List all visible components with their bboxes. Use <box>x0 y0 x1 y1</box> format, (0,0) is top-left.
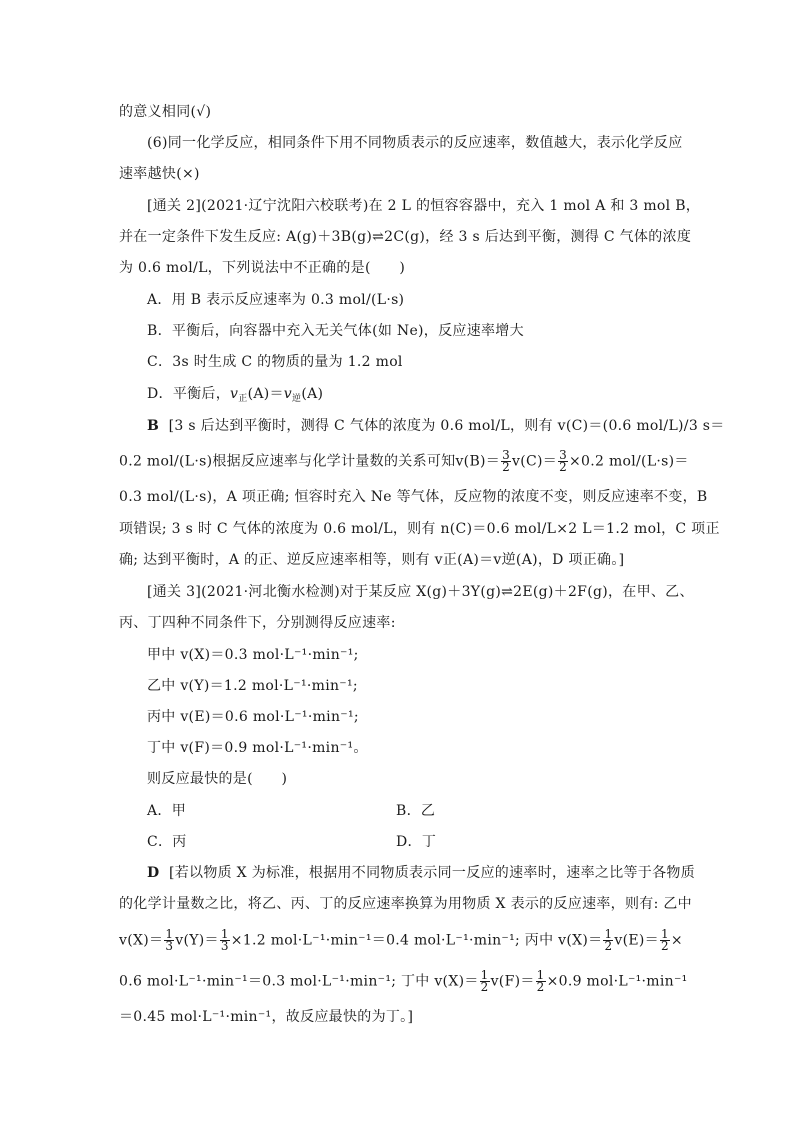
answer-text: v(C)＝ <box>512 453 558 470</box>
answer-2-line: 项错误; 3 s 时 C 气体的浓度为 0.6 mol/L，则有 n(C)＝0.6 mol/L×2 L＝1.2 mol，C 项正 <box>119 521 720 537</box>
answer-text: [3 s 后达到平衡时，测得 C 气体的浓度为 0.6 mol/L，则有 v(C)＝(0.6 mol/L)/3 s＝ <box>168 418 725 434</box>
fraction: $\frac{3}{2}$ <box>559 448 568 474</box>
option-text: D．平衡后， <box>147 386 231 402</box>
option-row <box>147 801 186 821</box>
answer-text: [若以物质 X 为标准，根据用不同物质表示同一反应的速率时，速率之比等于各物质 <box>168 865 695 881</box>
question-2-stem <box>147 196 700 216</box>
text-line: (6)同一化学反应，相同条件下用不同物质表示的反应速率，数值越大，表示化学反应 <box>147 135 683 151</box>
text-line: 丙、丁四种不同条件下，分别测得反应速率: <box>119 615 396 631</box>
answer-2-line <box>147 416 725 436</box>
rate-line: 丁中 v(F)＝0.9 mol·L⁻¹·min⁻¹。 <box>147 740 368 756</box>
question-tag: [通关 3] <box>147 584 202 600</box>
rate-line: 乙中 v(Y)＝1.2 mol·L⁻¹·min⁻¹; <box>147 678 358 694</box>
fraction: $\frac{1}{2}$ <box>480 968 489 994</box>
fraction: $\frac{1}{2}$ <box>536 968 545 994</box>
fraction: $\frac{1}{3}$ <box>165 927 174 953</box>
subscript: 逆 <box>292 394 302 404</box>
rate-line: 丙中 v(E)＝0.6 mol·L⁻¹·min⁻¹; <box>147 709 359 725</box>
answer-3-line: ＝0.45 mol·L⁻¹·min⁻¹，故反应最快的为丁。] <box>119 1009 414 1025</box>
option-c: C．丙 <box>147 834 187 850</box>
answer-letter: D <box>147 865 160 881</box>
option-a: A．甲 <box>147 803 187 819</box>
option-d: D．丁 <box>396 834 437 850</box>
answer-letter: B <box>147 418 160 434</box>
text-line: 并在一定条件下发生反应: A(g)＋3B(g)⇌2C(g)，经 3 s 后达到平衡，测得 C 气体的浓度 <box>119 229 692 245</box>
answer-text: ×0.2 mol/(L·s)＝ <box>569 453 689 470</box>
subscript: 正 <box>238 394 248 404</box>
question-text: (2021·河北衡水检测)对于某反应 X(g)＋3Y(g)⇌2E(g)＋2F(g)，在甲、乙、 <box>201 584 694 600</box>
text-line: 速率越快(×) <box>119 166 200 182</box>
option-text: (A)＝ <box>247 386 284 402</box>
question-tag: [通关 2] <box>147 198 202 214</box>
question-text: (2021·辽宁沈阳六校联考)在 2 L 的恒容容器中，充入 1 mol A 和 3 mol B， <box>201 198 701 214</box>
fraction: $\frac{1}{2}$ <box>660 927 669 953</box>
fraction: $\frac{1}{3}$ <box>220 927 229 953</box>
option-a: A．用 B 表示反应速率为 0.3 mol/(L·s) <box>147 292 405 308</box>
velocity-symbol: v <box>230 386 239 402</box>
option-b: B．平衡后，向容器中充入无关气体(如 Ne)，反应速率增大 <box>147 323 524 339</box>
fraction: $\frac{3}{2}$ <box>502 448 511 474</box>
answer-text: 0.2 mol/(L·s)根据反应速率与化学计量数的关系可知v(B)＝ <box>119 453 501 470</box>
rate-line: 甲中 v(X)＝0.3 mol·L⁻¹·min⁻¹; <box>147 647 359 663</box>
text-line: 的意义相同(√) <box>119 104 212 120</box>
option-d <box>147 384 323 409</box>
option-b: B．乙 <box>396 803 436 819</box>
answer-2-line: 确; 达到平衡时，A 的正、逆反应速率相等，则有 v正(A)＝v逆(A)，D 项正确。] <box>119 552 625 568</box>
question-3-stem <box>147 582 694 602</box>
answer-2-line <box>119 450 689 473</box>
answer-3-line <box>147 863 695 883</box>
text-line: 则反应最快的是( ) <box>147 771 288 787</box>
option-c: C．3s 时生成 C 的物质的量为 1.2 mol <box>147 354 403 370</box>
option-text: (A) <box>301 386 324 402</box>
text-line: 为 0.6 mol/L，下列说法中不正确的是( ) <box>119 260 406 276</box>
answer-3-line: v(X)＝ $\frac{1}{3}$ v(Y)＝ $\frac{1}{3}$ ×1.2 mol·L⁻¹·min⁻¹＝0.4 mol·L⁻¹·min⁻¹; 丙中 v(X)＝ $\frac{1}{2}$ v(E)＝ $\frac{1}{2}$ × <box>119 927 683 953</box>
answer-3-line: 的化学计量数之比，将乙、丙、丁的反应速率换算为用物质 X 表示的反应速率，则有: 乙中 <box>119 896 692 912</box>
answer-2-line: 0.3 mol/(L·s)，A 项正确; 恒容时充入 Ne 等气体，反应物的浓度不变，则反应速率不变，B <box>119 489 708 505</box>
velocity-symbol: v <box>283 386 293 402</box>
answer-3-line: 0.6 mol·L⁻¹·min⁻¹＝0.3 mol·L⁻¹·min⁻¹; 丁中 v(X)＝ $\frac{1}{2}$ v(F)＝ $\frac{1}{2}$ ×0.9 mol·L⁻¹·min⁻¹ <box>119 968 688 994</box>
fraction: $\frac{1}{2}$ <box>604 927 613 953</box>
